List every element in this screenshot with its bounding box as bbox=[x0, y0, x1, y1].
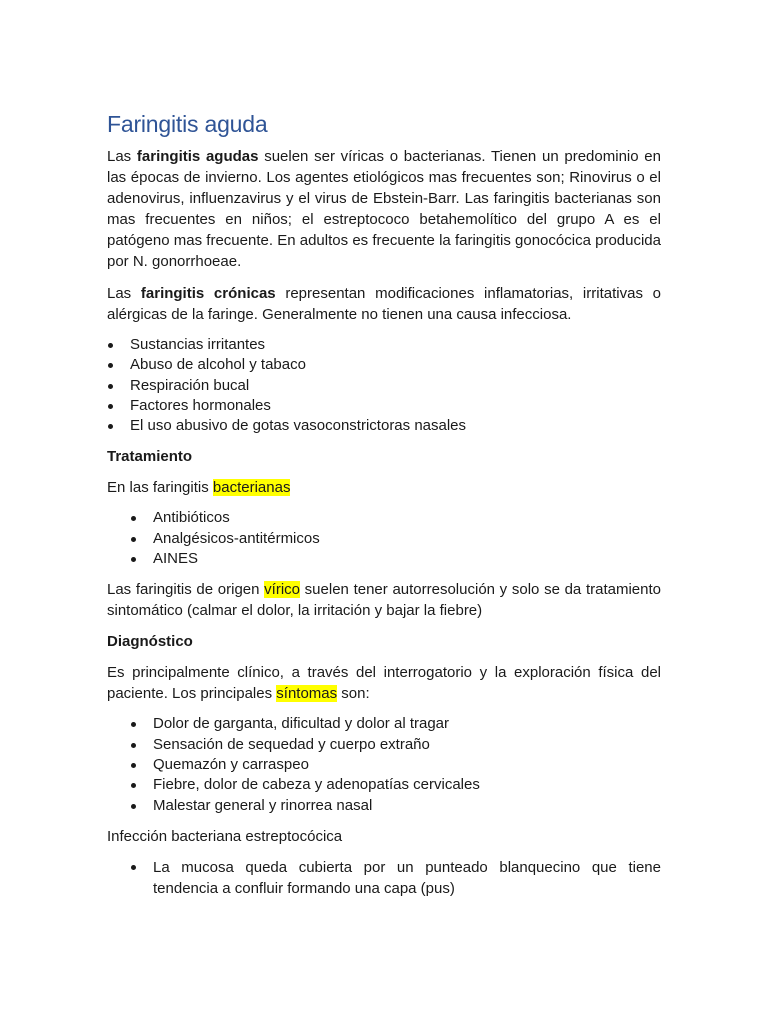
list-item: La mucosa queda cubierta por un punteado blanquecino que tiene tendencia a confluir formando una capa (pus) bbox=[107, 857, 661, 899]
list-item: Respiración bucal bbox=[107, 376, 661, 396]
list-item: Fiebre, dolor de cabeza y adenopatías cervicales bbox=[107, 775, 661, 795]
treatment-viral-body: suelen tener autorresolución y solo se da tratamiento sintomático (calmar el dolor, la irritación y bajar la fiebre) bbox=[107, 581, 661, 620]
intro-paragraph bbox=[107, 146, 661, 272]
page-title: Faringitis aguda bbox=[107, 111, 268, 137]
list-item: Analgésicos-antitérmicos bbox=[107, 529, 661, 549]
strep-list bbox=[107, 857, 661, 899]
list-item: Factores hormonales bbox=[107, 396, 661, 416]
chronic-paragraph bbox=[107, 283, 661, 325]
chronic-body: representan modificaciones inflamatorias, irritativas o alérgicas de la faringe. Generalmente no tienen una causa infecciosa. bbox=[107, 285, 661, 323]
intro-pre: Las bbox=[107, 148, 137, 165]
treatment-heading: Tratamiento bbox=[107, 448, 193, 466]
chronic-pre: Las bbox=[107, 285, 141, 302]
list-item: AINES bbox=[107, 549, 661, 569]
diagnosis-paragraph bbox=[107, 662, 661, 704]
highlight-sintomas: síntomas bbox=[276, 685, 338, 703]
bacterial-treatment-list bbox=[107, 508, 661, 569]
list-item: Abuso de alcohol y tabaco bbox=[107, 355, 661, 375]
list-item: Malestar general y rinorrea nasal bbox=[107, 796, 661, 816]
diagnosis-post: son: bbox=[337, 685, 370, 703]
list-item: El uso abusivo de gotas vasoconstrictoras nasales bbox=[107, 416, 661, 436]
diagnosis-pre: Es principalmente clínico, a través del interrogatorio y la exploración física del paciente. Los principales bbox=[107, 664, 661, 703]
highlight-virico: vírico bbox=[264, 581, 300, 599]
list-item: Antibióticos bbox=[107, 508, 661, 528]
highlight-bacterianas: bacterianas bbox=[212, 479, 291, 497]
intro-body: suelen ser víricas o bacterianas. Tienen un predominio en las épocas de invierno. Los agentes etiológicos mas frecuentes son; Rinovirus o el adenovirus, influenzavirus y el virus de Ebstein-Barr. Las faringitis bacterianas son mas frecuentes en niños; el estreptococo betahemolítico del grupo A es el patógeno mas frecuente. En adultos es frecuente la faringitis gonocócica producida por N. gonorrhoeae. bbox=[107, 148, 661, 270]
intro-bold-term: faringitis agudas bbox=[136, 148, 259, 165]
treatment-bacterial-pre: En las faringitis bbox=[107, 479, 213, 497]
treatment-viral-pre: Las faringitis de origen bbox=[107, 581, 265, 599]
treatment-viral-paragraph bbox=[107, 579, 661, 621]
chronic-causes-list bbox=[107, 335, 661, 436]
diagnosis-heading: Diagnóstico bbox=[107, 633, 193, 651]
list-item: Dolor de garganta, dificultad y dolor al tragar bbox=[107, 714, 661, 734]
symptoms-list bbox=[107, 714, 661, 815]
list-item: Quemazón y carraspeo bbox=[107, 755, 661, 775]
document-page bbox=[107, 110, 661, 899]
list-item: Sustancias irritantes bbox=[107, 335, 661, 355]
chronic-bold-term: faringitis crónicas bbox=[140, 285, 276, 302]
treatment-bacterial-paragraph bbox=[107, 477, 661, 498]
strep-label: Infección bacteriana estreptocócica bbox=[107, 827, 343, 845]
list-item: Sensación de sequedad y cuerpo extraño bbox=[107, 735, 661, 755]
